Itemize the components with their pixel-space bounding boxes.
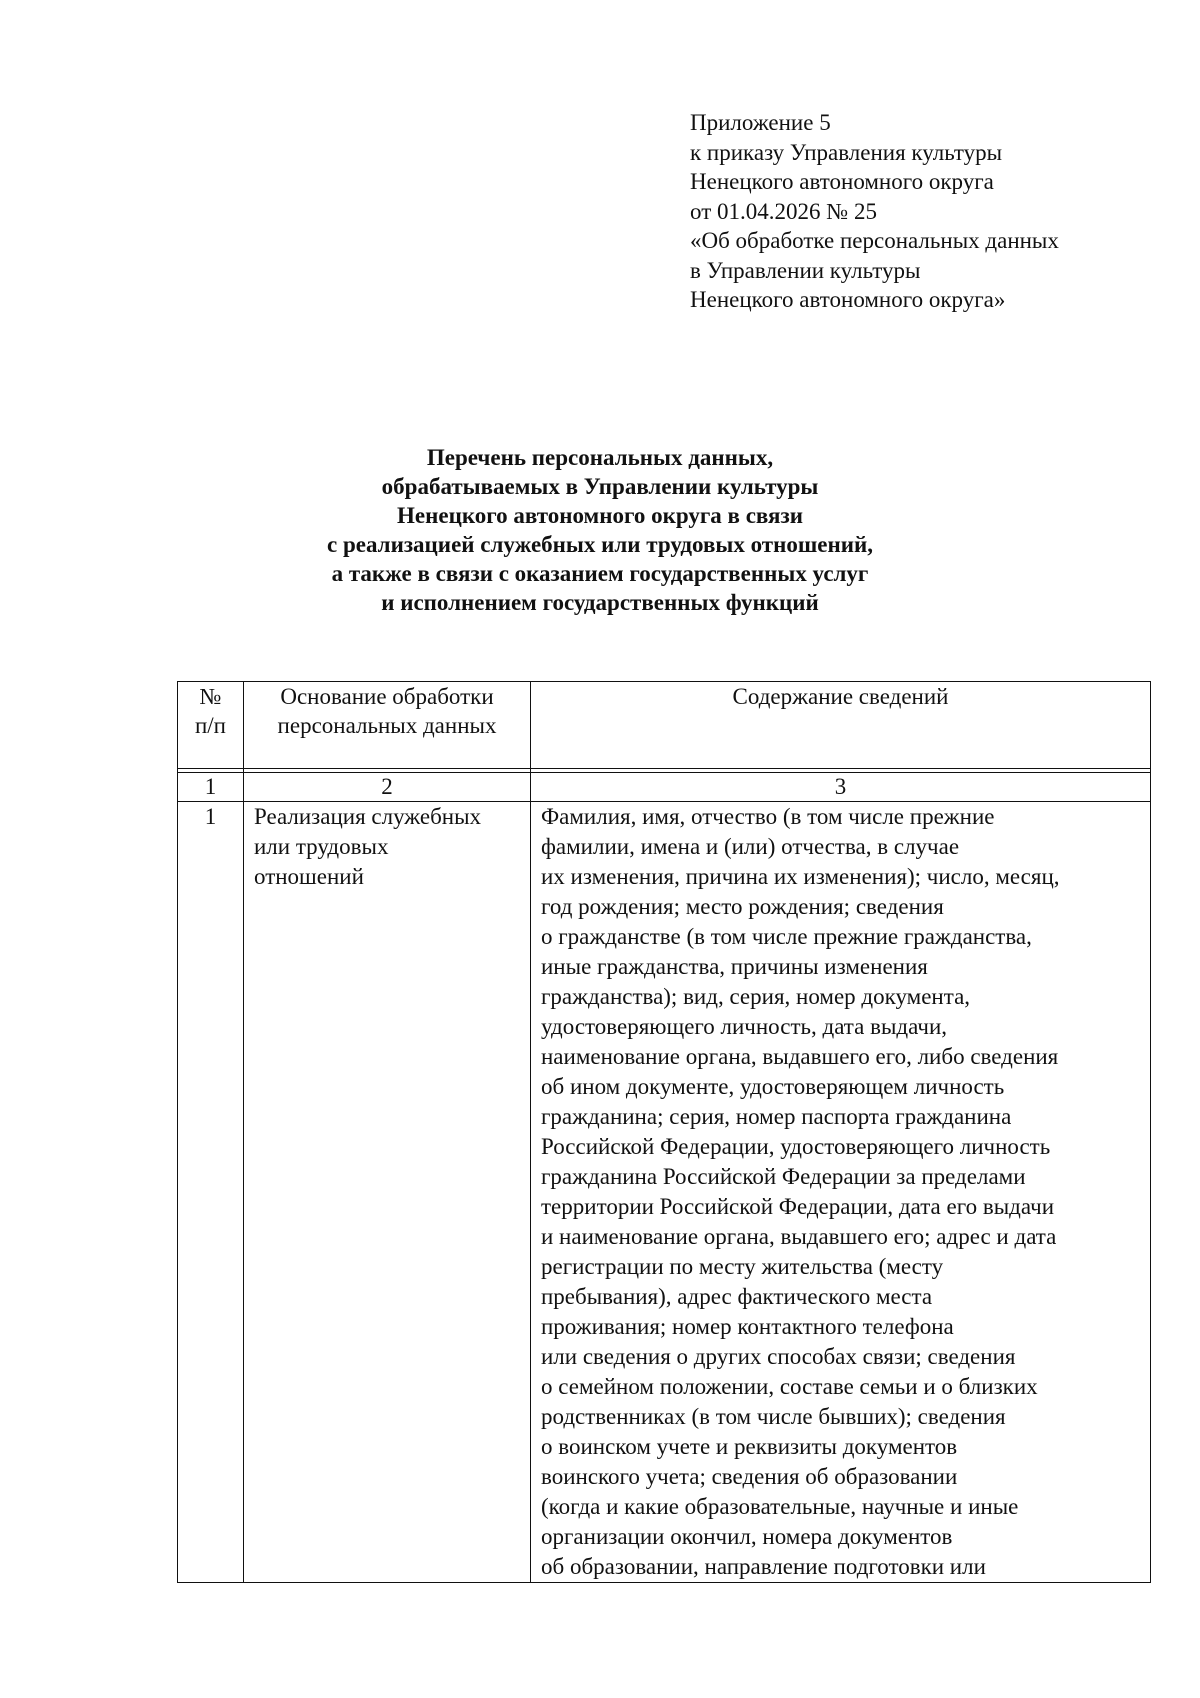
- appendix-line: Ненецкого автономного округа: [690, 169, 994, 194]
- content-line: родственниках (в том числе бывших); сведения: [541, 1404, 1006, 1429]
- table-header-row: [178, 682, 1151, 769]
- header-basis: [244, 682, 531, 769]
- row-number: 1: [178, 802, 244, 1583]
- basis-line: отношений: [254, 864, 364, 889]
- appendix-line: Приложение 5: [690, 110, 831, 135]
- content-line: иные гражданства, причины изменения: [541, 954, 928, 979]
- table-row: [178, 802, 1151, 1583]
- content-line: о гражданстве (в том числе прежние гражданства,: [541, 924, 1032, 949]
- column-number: 3: [531, 773, 1151, 802]
- content-line: гражданина Российской Федерации за пределами: [541, 1164, 1026, 1189]
- header-number: [178, 682, 244, 769]
- header-number-line: п/п: [194, 713, 226, 738]
- column-number: 1: [178, 773, 244, 802]
- header-basis-line: персональных данных: [277, 713, 497, 738]
- title-line: Перечень персональных данных,: [426, 445, 774, 470]
- content-line: воинского учета; сведения об образовании: [541, 1464, 958, 1489]
- title-line: обрабатываемых в Управлении культуры: [381, 474, 819, 499]
- content-line: гражданина; серия, номер паспорта гражданина: [541, 1104, 1012, 1129]
- appendix-line: от 01.04.2026 № 25: [690, 198, 877, 224]
- content-line: (когда и какие образовательные, научные и иные: [541, 1494, 1019, 1519]
- appendix-line: в Управлении культуры: [690, 257, 921, 283]
- content-line: Фамилия, имя, отчество (в том числе прежние: [541, 804, 995, 829]
- header-content-line: Содержание сведений: [732, 684, 949, 709]
- appendix-line: «Об обработке персональных данных: [690, 228, 1059, 253]
- content-line: территории Российской Федерации, дата его выдачи: [541, 1194, 1055, 1219]
- content-line: их изменения, причина их изменения); число, месяц,: [541, 864, 1060, 889]
- content-line: год рождения; место рождения; сведения: [541, 894, 944, 919]
- title-line: и исполнением государственных функций: [381, 590, 819, 615]
- content-line: гражданства); вид, серия, номер документа,: [541, 984, 971, 1009]
- content-line: удостоверяющего личность, дата выдачи,: [541, 1014, 948, 1039]
- content-line: об ином документе, удостоверяющем личность: [541, 1074, 1005, 1099]
- header-basis-line: Основание обработки: [280, 684, 494, 709]
- content-line: или сведения о других способах связи; сведения: [541, 1344, 1016, 1369]
- appendix-line: Ненецкого автономного округа»: [690, 287, 1006, 312]
- content-line: организации окончил, номера документов: [541, 1524, 953, 1549]
- column-number: 2: [244, 773, 531, 802]
- content-line: регистрации по месту жительства (месту: [541, 1254, 944, 1279]
- content-line: проживания; номер контактного телефона: [541, 1314, 954, 1339]
- content-line: Российской Федерации, удостоверяющего личность: [541, 1134, 1051, 1159]
- title-line: а также в связи с оказанием государственных услуг: [331, 561, 869, 586]
- title-line: Ненецкого автономного округа в связи: [397, 503, 803, 528]
- appendix-line: к приказу Управления культуры: [690, 139, 1003, 165]
- content-line: о воинском учете и реквизиты документов: [541, 1434, 958, 1459]
- column-numbering-row: [178, 773, 1151, 802]
- basis-line: Реализация служебных: [254, 804, 482, 829]
- content-line: пребывания), адрес фактического места: [541, 1284, 933, 1309]
- title-line: с реализацией служебных или трудовых отношений,: [327, 532, 873, 557]
- content-line: наименование органа, выдавшего его, либо сведения: [541, 1044, 1059, 1069]
- content-line: об образовании, направление подготовки или: [541, 1554, 986, 1579]
- content-line: о семейном положении, составе семьи и о близких: [541, 1374, 1038, 1399]
- content-line: и наименование органа, выдавшего его; адрес и дата: [541, 1224, 1057, 1249]
- header-content: [531, 682, 1151, 769]
- document-title: [200, 443, 1000, 617]
- basis-line: или трудовых: [254, 834, 389, 859]
- header-number-line: №: [199, 684, 222, 709]
- appendix-block: [690, 108, 1160, 315]
- row-content: [531, 802, 1151, 1583]
- personal-data-table: [177, 681, 1151, 1583]
- row-basis: [244, 802, 531, 1583]
- content-line: фамилии, имена и (или) отчества, в случае: [541, 834, 960, 859]
